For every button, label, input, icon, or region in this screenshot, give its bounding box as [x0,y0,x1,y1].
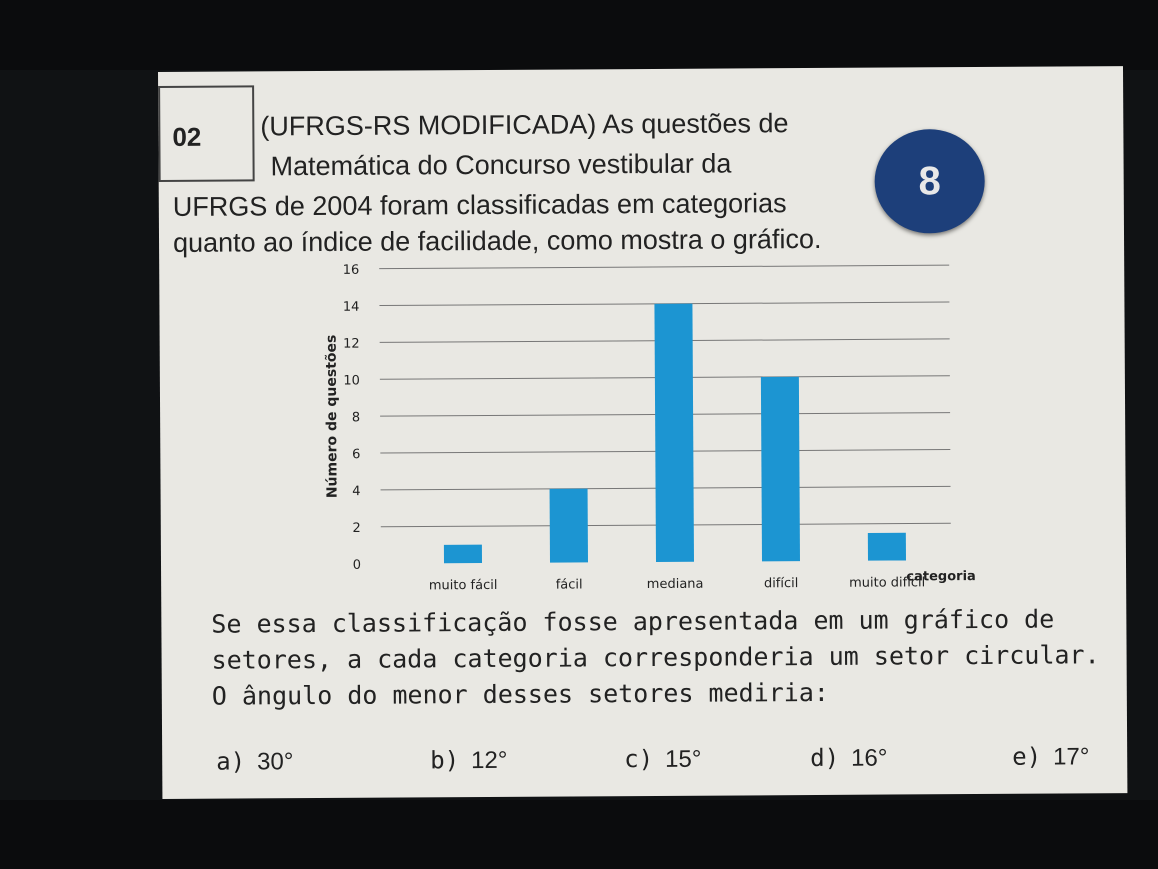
bar-4 [868,533,906,561]
question-number: 02 [172,121,202,152]
option-c[interactable] [624,745,701,774]
y-axis-label: Número de questões [323,334,341,499]
option-e-letter: e) [1012,742,1042,771]
slide [158,66,1127,799]
bar-chart [309,255,976,604]
intro-line-3: UFRGS de 2004 foram classificadas em categorias [172,188,787,222]
bar-1 [550,489,588,563]
monitor-bezel-top [0,0,1158,70]
x-tick-label: muito fácil [428,577,498,594]
intro-line-2: Matemática do Concurso vestibular da [270,148,732,182]
question-line-3: O ângulo do menor desses setores mediria: [211,677,830,711]
y-tick-label: 14 [342,299,360,315]
bar-chart-svg [309,255,976,599]
intro-line-1: (UFRGS-RS MODIFICADA) As questões de [260,108,789,142]
page-badge: 8 [874,129,985,234]
x-tick-label: muito difícil [849,575,926,591]
question-line-2: setores, a cada categoria corresponderia um setor circular. [211,640,1100,675]
y-tick-label: 4 [352,484,361,500]
bar-2 [654,304,694,562]
monitor-bezel-bottom [0,800,1158,869]
gridline [379,265,949,268]
option-d[interactable] [810,744,887,773]
option-e-value: 17° [1053,743,1090,771]
option-c-letter: c) [624,744,654,774]
y-tick-label: 16 [342,262,360,278]
option-b-value: 12° [471,746,508,775]
y-tick-label: 12 [343,336,360,352]
y-tick-label: 0 [352,557,362,573]
x-tick-label: fácil [555,577,583,593]
option-e[interactable] [1012,742,1089,771]
y-tick-label: 10 [343,373,360,389]
option-b-letter: b) [430,746,460,775]
option-a-letter: a) [216,747,246,776]
option-c-value: 15° [665,745,702,773]
x-tick-label: difícil [763,576,799,592]
option-b[interactable] [430,746,507,775]
y-tick-label: 8 [351,410,361,426]
bar-0 [444,545,482,564]
bar-3 [761,377,800,562]
x-tick-label: mediana [646,576,704,593]
option-a-value: 30° [257,748,294,776]
y-tick-label: 2 [352,520,361,536]
option-d-value: 16° [851,744,888,772]
option-a[interactable] [216,747,293,776]
intro-line-4: quanto ao índice de facilidade, como mostra o gráfico. [172,223,822,258]
option-d-letter: d) [810,743,840,773]
question-line-1: Se essa classificação fosse apresentada em um gráfico de [211,604,1055,639]
x-axis-label: categoria [906,569,976,585]
y-tick-label: 6 [352,447,361,463]
